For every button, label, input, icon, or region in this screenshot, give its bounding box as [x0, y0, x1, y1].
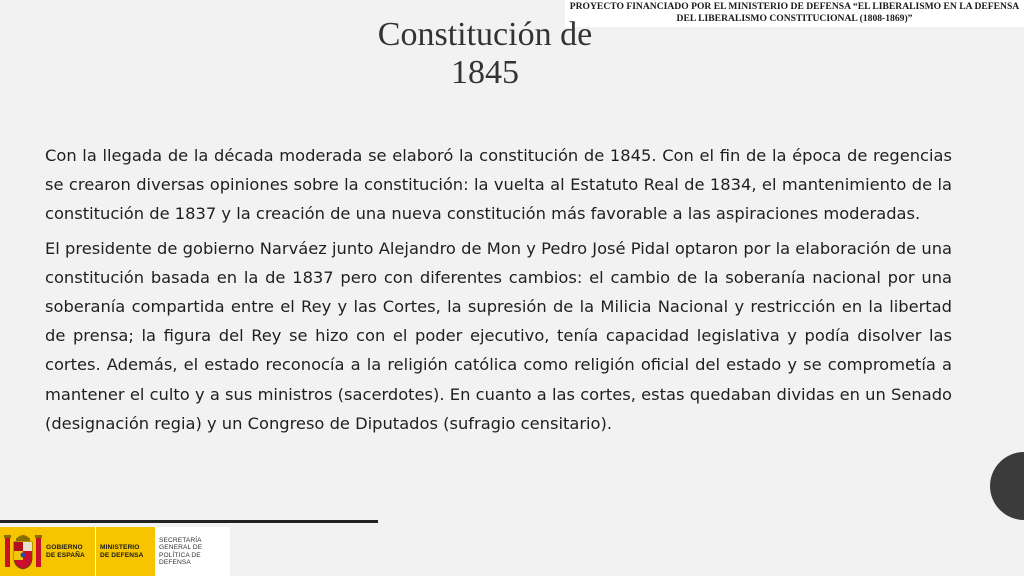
- government-logo: [0, 527, 230, 576]
- project-banner-line-1: PROYECTO FINANCIADO POR EL MINISTERIO DE DEFENSA “EL LIBERALISMO EN LA DEFENSA: [569, 1, 1020, 12]
- slide-nav-circle-icon[interactable]: [990, 452, 1024, 520]
- paragraph-1: Con la llegada de la década moderada se elaboró la constitución de 1845. Con el fin de la época de regencias se crearon diversas opiniones sobre la constitución: la vuelta al Estatuto Real de 1834, el mantenimiento de la constitución de 1837 y la creación de una nueva constitución más favorable a las aspiraciones moderadas.: [45, 146, 952, 224]
- slide-title: [340, 16, 630, 92]
- ministerio-label: MINISTERIO DE DEFENSA: [100, 544, 144, 559]
- gobierno-label: GOBIERNO DE ESPAÑA: [46, 544, 85, 559]
- slide-title-line-1: Constitución de: [377, 16, 593, 53]
- slide-title-line-2: 1845: [451, 54, 519, 91]
- secretaria-block: [155, 527, 230, 576]
- spain-coat-of-arms-icon: [4, 531, 42, 573]
- body-text: [45, 141, 952, 443]
- ministerio-block: [96, 527, 155, 576]
- gobierno-de-espana-block: [0, 527, 95, 576]
- footer-divider: [0, 520, 378, 523]
- secretaria-label: SECRETARÍA GENERAL DE POLÍTICA DE DEFENSA: [159, 536, 203, 566]
- project-banner-line-2: DEL LIBERALISMO CONSTITUCIONAL (1808-1869)”: [676, 12, 913, 24]
- paragraph-2: El presidente de gobierno Narváez junto Alejandro de Mon y Pedro José Pidal optaron por la elaboración de una constitución basada en la de 1837 pero con diferentes cambios: el cambio de la soberanía nacional por una soberanía compartida entre el Rey y las Cortes, la supresión de la Milicia Nacional y restricción en la libertad de prensa; la figura del Rey se hizo con el poder ejecutivo, tenía capacidad legislativa y podía disolver las cortes. Además, el estado reconocía a la religión católica como religión oficial del estado y se comprometía a mantener el culto y a sus ministros (sacerdotes). En cuanto a las cortes, estas quedaban dividas en un Senado (designación regia) y un Congreso de Diputados (sufragio censitario).: [45, 238, 952, 433]
- project-banner: [565, 0, 1024, 27]
